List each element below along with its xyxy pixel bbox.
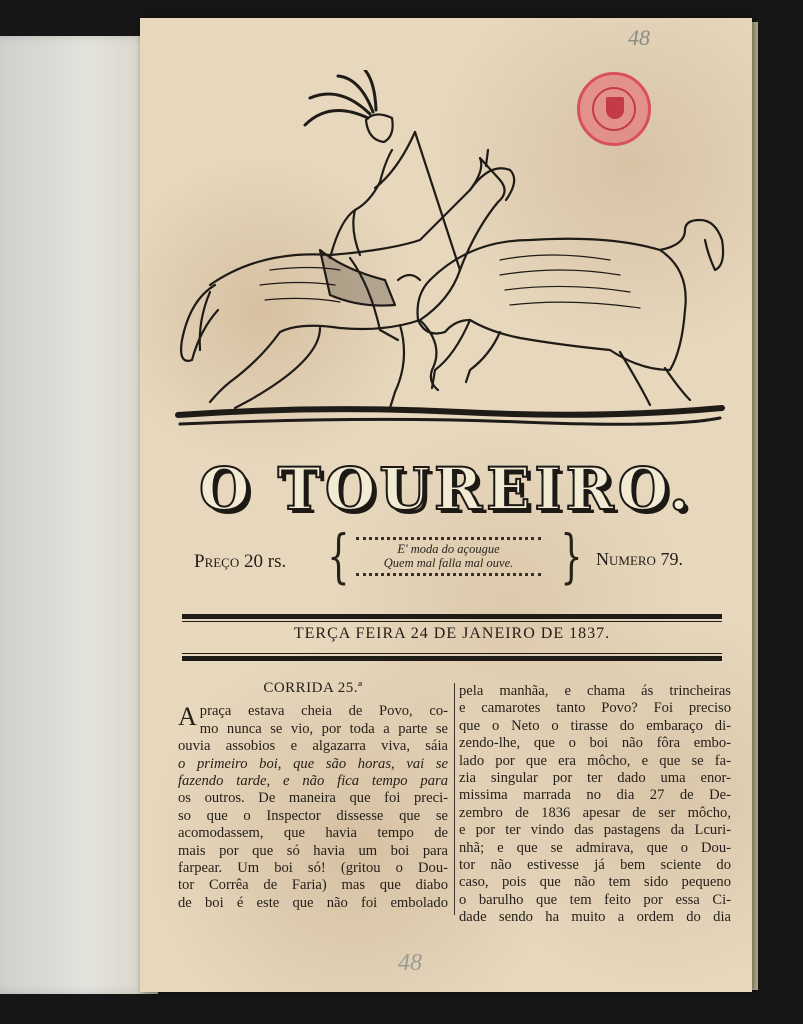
folio-number-top: 48 bbox=[628, 25, 650, 50]
col2-line: pela manhãa, e chama ás trincheiras bbox=[459, 683, 731, 699]
col1-line: so que o Inspector dissesse que se bbox=[178, 807, 448, 824]
col2-line: tor não estivesse já bem sciente do bbox=[459, 857, 731, 874]
col1-line: tor Corrêa de Faria) mas que diabo bbox=[178, 877, 448, 894]
col2-line: lado por que era môcho, e que se fa- bbox=[459, 752, 731, 769]
motto-line-2: Quem mal falla mal ouve. bbox=[383, 556, 514, 570]
motto bbox=[356, 537, 541, 576]
col1-line: praça estava cheia de Povo, co- bbox=[199, 703, 448, 720]
col1-line: os outros. De maneira que foi preci- bbox=[178, 790, 448, 807]
issue-number: Numero 79. bbox=[596, 549, 683, 569]
col2-line: dade sendo ha muito a ordem do dia bbox=[459, 909, 731, 926]
drop-cap: A bbox=[178, 702, 197, 732]
col2-line: caso, pois que não tem sido pequeno bbox=[459, 874, 731, 891]
col2-line: que o Neto o tirasse do embaraço di- bbox=[459, 717, 731, 734]
bottom-rule-thick bbox=[182, 656, 722, 661]
top-rule-thick bbox=[182, 614, 722, 619]
col1-line: farpear. Um boi só! (gritou o Dou- bbox=[178, 860, 448, 877]
top-rule-thin bbox=[182, 621, 722, 622]
bottom-rule-thin bbox=[182, 653, 722, 654]
col1-line: mo nunca se vio, por toda a parte se bbox=[199, 720, 448, 737]
col1-line: acomodassem, que havia tempo de bbox=[178, 825, 448, 842]
col2-line: zembro de 1836 apesar de ser môcho, bbox=[459, 804, 731, 821]
facing-page bbox=[0, 36, 158, 994]
col2-line: e camarotes tanto Povo? Foi preciso bbox=[459, 700, 731, 717]
bullfight-woodcut bbox=[170, 70, 730, 435]
article-column-2 bbox=[459, 683, 731, 927]
col1-line: mais por que só havia um boi para bbox=[178, 842, 448, 859]
article-heading: CORRIDA 25.ª bbox=[263, 680, 363, 696]
col2-line: zendo-lhe, que o boi não fôra embo- bbox=[459, 735, 731, 752]
price-amount: 20 rs. bbox=[244, 551, 287, 572]
col2-line: zia singular por ter dado uma enor- bbox=[459, 770, 731, 787]
col2-line: e por ter vindo das pastagens da Lcuri- bbox=[459, 822, 731, 839]
dateline: TERÇA FEIRA 24 DE JANEIRO DE 1837. bbox=[293, 625, 611, 642]
folio-number-bottom: 48 bbox=[398, 950, 422, 976]
newspaper-title: O TOUREIRO. bbox=[198, 455, 694, 523]
price-prefix: Preço bbox=[194, 551, 240, 572]
col1-line: o primeiro boi, que são horas, vai se bbox=[178, 755, 448, 772]
col1-line: fazendo tarde, e não fica tempo para bbox=[178, 773, 448, 790]
right-brace: } bbox=[560, 522, 583, 590]
col2-line: o barulho que tem feito por essa Ci- bbox=[459, 891, 731, 908]
motto-line-1: E' moda do açougue bbox=[397, 542, 500, 556]
col2-line: nhã; e que se admirava, que o Dou- bbox=[459, 839, 731, 856]
col1-line: de boi é este que não foi embolado bbox=[178, 894, 448, 911]
price-label bbox=[194, 551, 286, 573]
article-column-1 bbox=[178, 680, 448, 912]
col1-line: ouvia assobios e algazarra viva, sáia bbox=[178, 738, 448, 755]
left-brace: { bbox=[327, 522, 350, 590]
col2-line: missima marrada no dia 27 de De- bbox=[459, 787, 731, 804]
column-divider bbox=[454, 683, 455, 915]
